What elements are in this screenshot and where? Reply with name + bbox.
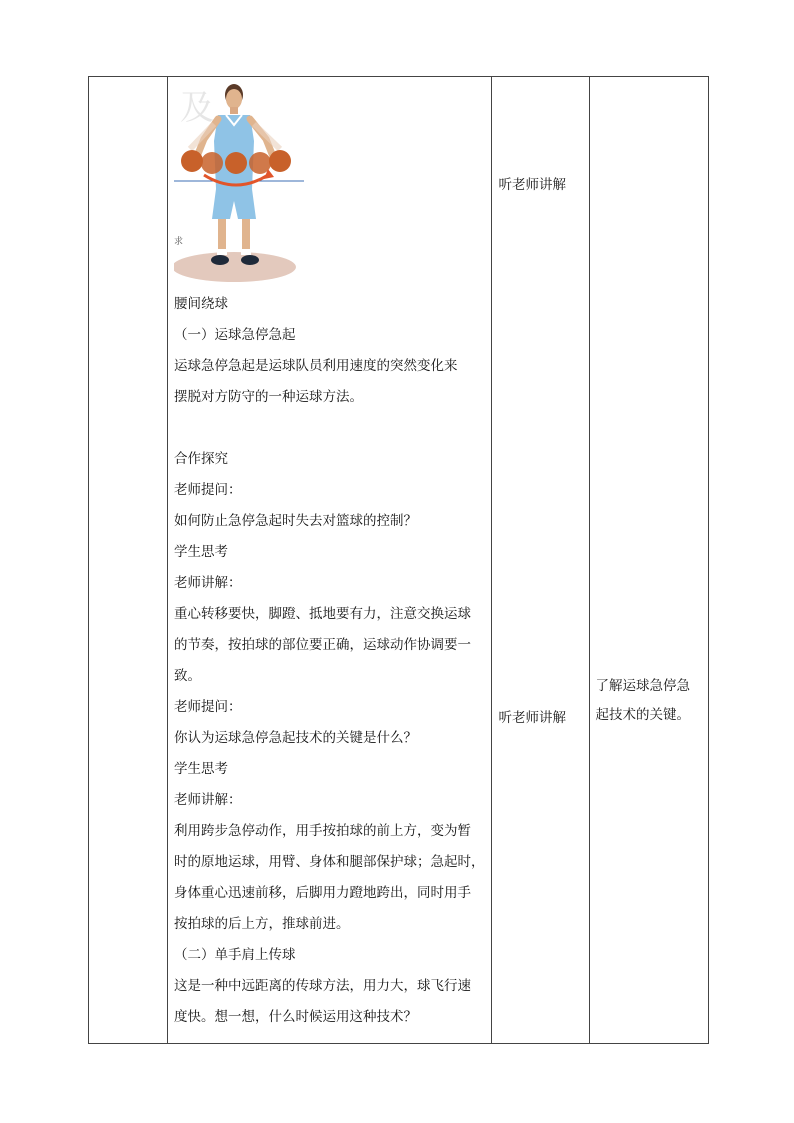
player-neck (230, 107, 238, 114)
watermark-glyph: 及 (180, 88, 214, 128)
player-left-leg (218, 219, 226, 253)
content-line: 利用跨步急停动作，用手按拍球的前上方，变为暂 (174, 823, 471, 839)
student-activity-cell (491, 77, 589, 1044)
content-line: 的节奏，按拍球的部位要正确，运球动作协调要一 (174, 637, 471, 653)
teaching-content-cell (168, 77, 492, 1044)
student-activity-2: 听老师讲解 (498, 710, 566, 726)
content-line: 身体重心迅速前移，后脚用力蹬地跨出，同时用手 (174, 885, 471, 901)
content-line: 运球急停急起是运球队员利用速度的突然变化来 (174, 358, 458, 374)
content-line: （一）运球急停急起 (174, 327, 296, 343)
basketball-center (225, 152, 247, 174)
content-line: 老师讲解： (174, 575, 242, 591)
basketball-left (181, 150, 203, 172)
content-line: 你认为运球急停急起技术的关键是什么？ (174, 730, 417, 746)
player-illustration (174, 79, 304, 289)
design-goal-line: 了解运球急停急 (595, 678, 690, 694)
content-line: 老师讲解： (174, 792, 242, 808)
figure-caption: 腰间绕球 (174, 296, 228, 312)
content-line: 老师提问： (174, 482, 242, 498)
design-goal-line: 起技术的关键。 (595, 707, 690, 723)
blank-line (174, 413, 485, 444)
content-line: 度快。想一想，什么时候运用这种技术？ (174, 1009, 417, 1025)
lesson-plan-table (88, 76, 709, 1044)
student-activity-1: 听老师讲解 (498, 177, 566, 193)
content-line: 摆脱对方防守的一种运球方法。 (174, 389, 363, 405)
content-line: 致。 (174, 668, 201, 684)
player-shorts (212, 189, 256, 219)
player-right-shoe (241, 255, 259, 265)
player-left-shoe (211, 255, 229, 265)
content-line: 重心转移要快，脚蹬、抵地要有力，注意交换运球 (174, 606, 471, 622)
side-glyph: 求 (174, 237, 184, 247)
player-right-leg (242, 219, 250, 253)
player-head (226, 89, 242, 109)
stage-cell (89, 77, 168, 1044)
content-line: 按拍球的后上方，推球前进。 (174, 916, 350, 932)
content-line: 学生思考 (174, 544, 228, 560)
design-goal (590, 672, 697, 730)
content-lines (174, 320, 485, 1033)
waist-ball-circling-figure (174, 79, 304, 289)
floor-shadow (174, 252, 296, 282)
basketball-left-blur (201, 152, 223, 174)
design-intent-cell (589, 77, 708, 1044)
content-line: 老师提问： (174, 699, 242, 715)
table-row (89, 77, 709, 1044)
player-left-sock (217, 249, 227, 255)
content-line: 这是一种中远距离的传球方法，用力大，球飞行速 (174, 978, 471, 994)
content-line: 合作探究 (174, 451, 228, 467)
content-line: 如何防止急停急起时失去对篮球的控制？ (174, 513, 417, 529)
content-line: （二）单手肩上传球 (174, 947, 296, 963)
basketball-right (269, 150, 291, 172)
player-right-sock (241, 249, 251, 255)
content-line: 时的原地运球，用臂、身体和腿部保护球；急起时， (174, 854, 485, 870)
content-line: 学生思考 (174, 761, 228, 777)
